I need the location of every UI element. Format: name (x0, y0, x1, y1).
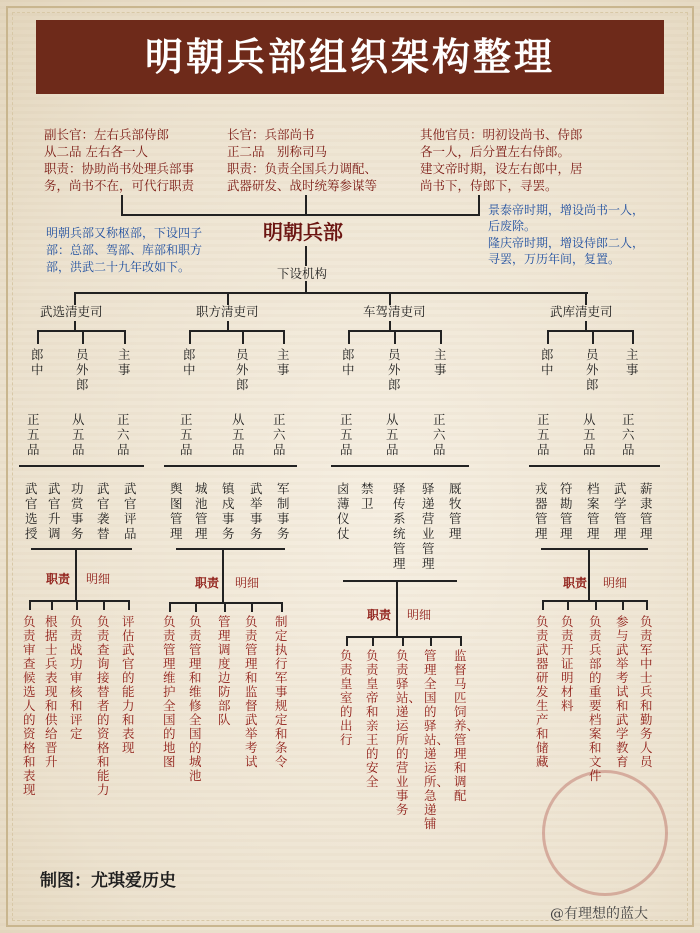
official-title: 员外郎 (236, 347, 249, 392)
page-title: 明朝兵部组织架构整理 (144, 34, 555, 79)
duty-item: 档案管理 (587, 481, 600, 541)
duty-item: 功赏事务 (71, 481, 84, 541)
duty-item: 武举事务 (250, 481, 263, 541)
note-line: 后废除。 (488, 219, 537, 233)
department-name: 职方清吏司 (196, 304, 259, 319)
info-line: 从二品 左右各一人 (44, 144, 148, 159)
official-rank: 正六品 (117, 412, 130, 457)
connector-line (346, 636, 462, 638)
connector-line (346, 636, 348, 646)
connector-line (37, 330, 39, 344)
connector-line (402, 636, 404, 646)
connector-line (529, 465, 660, 467)
connector-line (176, 548, 285, 550)
connector-line (592, 330, 594, 344)
info-line: 正二品 别称司马 (227, 144, 328, 159)
note-line: 明朝兵部又称枢部，下设四子 (46, 226, 203, 240)
official-title: 郎中 (31, 347, 44, 377)
info-line: 长官：兵部尚书 (227, 127, 315, 142)
note-line: 寻罢，万历年间，复置。 (488, 252, 621, 266)
note-line: 景泰帝时期，增设尚书一人， (488, 203, 645, 217)
detail-item: 参与武举考试和武学教育 (616, 614, 629, 769)
duty-item: 武官选授 (25, 481, 38, 541)
connector-line (547, 330, 549, 344)
duty-label: 职责 (195, 576, 220, 590)
connector-line (82, 330, 84, 344)
detail-item: 负责开证明材料 (561, 614, 574, 713)
official-rank: 正六品 (433, 412, 446, 457)
duty-item: 城池管理 (195, 481, 208, 541)
connector-line (622, 600, 624, 610)
official-rank: 从五品 (232, 412, 245, 457)
connector-line (29, 600, 130, 602)
connector-line (430, 636, 432, 646)
connector-line (646, 600, 648, 610)
detail-item: 负责战功审核和评定 (70, 614, 83, 741)
connector-line (195, 602, 197, 612)
connector-line (547, 330, 634, 332)
connector-line (76, 600, 78, 610)
detail-item: 负责军中士兵和勤务人员 (640, 614, 653, 769)
department-name: 武库清吏司 (550, 304, 613, 319)
connector-line (251, 602, 253, 612)
connector-line (394, 330, 396, 344)
connector-line (283, 330, 285, 344)
info-line: 武器研发、战时统筹参谋等 (227, 178, 378, 193)
connector-line (281, 602, 283, 612)
note-line: 部：总部、驾部、库部和职方 (46, 243, 203, 257)
official-title: 郎中 (541, 347, 554, 377)
duty-item: 薪隶管理 (640, 481, 653, 541)
center-node: 明朝兵部 (263, 220, 343, 244)
connector-line (396, 580, 398, 636)
official-rank: 从五品 (583, 412, 596, 457)
info-line: 职责：协助尚书处理兵部事 (44, 161, 195, 176)
connector-line (343, 580, 457, 582)
connector-line (242, 330, 244, 344)
connector-line (103, 600, 105, 610)
connector-line (19, 465, 144, 467)
connector-line (542, 600, 544, 610)
detail-label: 明细 (235, 576, 260, 590)
detail-item: 负责查询接替者的资格和能力 (97, 614, 110, 797)
connector-line (169, 602, 283, 604)
official-title: 郎中 (342, 347, 355, 377)
duty-item: 驿传系统管理 (393, 481, 406, 571)
connector-line (372, 636, 374, 646)
duty-item: 戎器管理 (535, 481, 548, 541)
connector-line (51, 600, 53, 610)
duty-item: 武官评品 (124, 481, 137, 541)
detail-item: 根据士兵表现和供给晋升 (45, 614, 58, 769)
detail-item: 管理全国的驿站、递运所、急递铺 (424, 648, 450, 831)
detail-item: 负责武器研发生产和储藏 (536, 614, 549, 769)
detail-item: 负责管理和监督武举考试 (245, 614, 258, 769)
connector-line (222, 548, 224, 602)
connector-line (595, 600, 597, 610)
info-line: 职责：负责全国兵力调配、 (227, 161, 378, 176)
detail-label: 明细 (86, 572, 111, 586)
info-line: 尚书下，侍郎下，寻罢。 (420, 178, 558, 193)
official-rank: 从五品 (72, 412, 85, 457)
connector-line (305, 246, 307, 266)
duty-item: 镇戍事务 (222, 481, 235, 541)
duty-label: 职责 (46, 572, 71, 586)
official-title: 主事 (277, 347, 290, 377)
connector-line (331, 465, 469, 467)
detail-item: 负责审查候选人的资格和表现 (23, 614, 36, 797)
info-line: 其他官员：明初设尚书、侍郎 (420, 127, 583, 142)
connector-line (75, 548, 77, 600)
official-title: 员外郎 (388, 347, 401, 392)
department-name: 武选清吏司 (40, 304, 103, 319)
detail-item: 负责皇帝和亲王的安全 (366, 648, 379, 789)
connector-line (224, 602, 226, 612)
connector-line (121, 214, 480, 216)
info-line: 务，尚书不在，可代行职责 (44, 178, 195, 193)
connector-line (588, 548, 590, 600)
duty-item: 厩牧管理 (449, 481, 462, 541)
detail-item: 负责皇室的出行 (340, 648, 353, 747)
official-rank: 正五品 (340, 412, 353, 457)
connector-line (189, 330, 285, 332)
duty-item: 符勘管理 (560, 481, 573, 541)
detail-item: 负责兵部的重要档案和文件 (589, 614, 602, 783)
info-line: 副长官：左右兵部侍郎 (44, 127, 170, 142)
duty-item: 驿递营业管理 (422, 481, 435, 571)
connector-line (189, 330, 191, 344)
connector-line (541, 548, 648, 550)
note-line: 隆庆帝时期，增设侍郎二人， (488, 236, 645, 250)
connector-line (31, 548, 132, 550)
official-rank: 正五品 (27, 412, 40, 457)
detail-label: 明细 (407, 608, 432, 622)
connector-line (128, 600, 130, 610)
official-title: 郎中 (183, 347, 196, 377)
sub-label: 下设机构 (277, 266, 328, 281)
info-line: 建文帝时期，设左右郎中，居 (420, 161, 583, 176)
note-line: 部，洪武二十九年改如下。 (46, 260, 191, 274)
duty-item: 禁卫 (361, 481, 374, 511)
official-title: 主事 (118, 347, 131, 377)
connector-line (567, 600, 569, 610)
connector-line (348, 330, 350, 344)
info-line: 各一人，后分置左右侍郎。 (420, 144, 571, 159)
duty-label: 职责 (563, 576, 588, 590)
official-rank: 正五品 (180, 412, 193, 457)
credit: 制图：尤琪爱历史 (40, 871, 176, 891)
official-title: 主事 (626, 347, 639, 377)
duty-item: 舆图管理 (170, 481, 183, 541)
detail-item: 监督马匹饲养、管理和调配 (454, 648, 480, 803)
connector-line (478, 195, 480, 215)
official-title: 员外郎 (76, 347, 89, 392)
detail-item: 制定执行军事规定和条令 (275, 614, 288, 769)
official-title: 员外郎 (586, 347, 599, 392)
watermark: @有理想的蓝大 (550, 906, 648, 922)
connector-line (632, 330, 634, 344)
duty-item: 武学管理 (614, 481, 627, 541)
detail-label: 明细 (603, 576, 628, 590)
duty-item: 武官袭替 (97, 481, 110, 541)
connector-line (440, 330, 442, 344)
connector-line (460, 636, 462, 646)
official-rank: 正六品 (273, 412, 286, 457)
detail-item: 负责管理维护全国的地图 (163, 614, 176, 769)
connector-line (74, 292, 588, 294)
seal-stamp (542, 770, 668, 896)
connector-line (29, 600, 31, 610)
duty-item: 卤薄仪仗 (337, 481, 350, 541)
official-rank: 正六品 (622, 412, 635, 457)
detail-item: 负责管理和维修全国的城池 (189, 614, 202, 783)
department-name: 车驾清吏司 (363, 304, 426, 319)
connector-line (164, 465, 297, 467)
detail-item: 评估武官的能力和表现 (122, 614, 135, 755)
official-rank: 从五品 (386, 412, 399, 457)
title-banner (36, 20, 664, 94)
detail-item: 负责驿站、递运所的营业事务 (396, 648, 422, 817)
duty-item: 军制事务 (277, 481, 290, 541)
detail-item: 管理调度边防部队 (218, 614, 231, 727)
duty-item: 武官升调 (48, 481, 61, 541)
connector-line (124, 330, 126, 344)
official-rank: 正五品 (537, 412, 550, 457)
official-title: 主事 (434, 347, 447, 377)
connector-line (305, 195, 307, 215)
connector-line (121, 195, 123, 215)
duty-label: 职责 (367, 608, 392, 622)
connector-line (169, 602, 171, 612)
